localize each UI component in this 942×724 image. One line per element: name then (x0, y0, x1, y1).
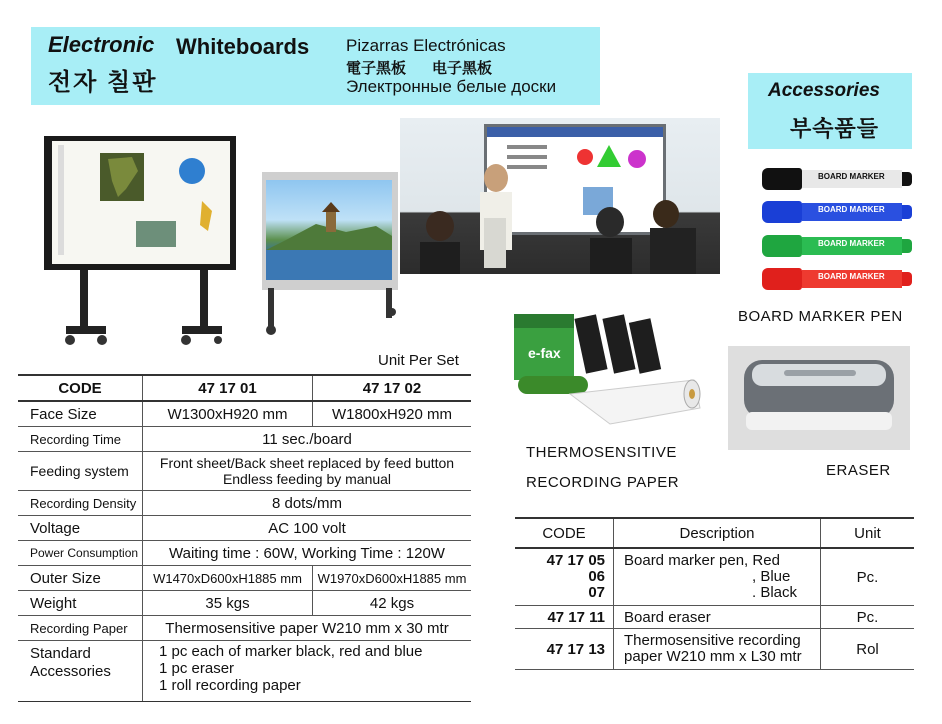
table-row (18, 566, 471, 591)
header-code: CODE (18, 375, 143, 401)
accessory-description: paper W210 mm x L30 mtr (624, 648, 802, 665)
feeding-system-line-2: Endless feeding by manual (222, 471, 392, 487)
marker-label: BOARD MARKER (818, 272, 885, 281)
marker-cap (762, 168, 802, 190)
palace-landscape-illustration (266, 180, 392, 280)
table-row (18, 401, 471, 427)
accessories-title: Accessories (768, 80, 880, 101)
outer-size-value-2: W1970xD600xH1885 mm (313, 566, 472, 591)
standard-accessories-label-2: Accessories (30, 663, 111, 680)
accessory-description: , Blue (752, 568, 791, 585)
accessory-description: . Black (752, 584, 798, 601)
standard-accessories-label-1: Standard (30, 645, 91, 662)
title-whiteboards: Whiteboards (176, 34, 310, 59)
standard-accessory-item: 1 pc eraser (159, 660, 235, 677)
table-row (18, 541, 471, 566)
recording-density-value: 8 dots/mm (143, 491, 472, 516)
accessory-code: 47 17 11 (515, 606, 614, 629)
feeding-system-value (143, 452, 472, 491)
whiteboard-screen-1 (52, 141, 230, 264)
row-label-weight: Weight (18, 591, 143, 616)
accessory-description: Board marker pen, Red (624, 552, 780, 569)
standard-accessory-item: 1 pc each of marker black, red and blue (159, 643, 423, 660)
accessory-unit: Pc. (821, 548, 915, 606)
marker-pen-black (762, 168, 912, 190)
weight-value-1: 35 kgs (143, 591, 313, 616)
header-code-2: 47 17 02 (313, 375, 472, 401)
accessory-row (515, 629, 914, 670)
row-label-recording-density: Recording Density (18, 491, 143, 516)
weight-value-2: 42 kgs (313, 591, 472, 616)
marker-cap (762, 268, 802, 290)
whiteboard-spec-table (18, 374, 471, 702)
title-chinese-simplified: 电子黑板 (432, 60, 493, 77)
caption-eraser: ERASER (826, 462, 891, 479)
marker-tip (902, 272, 912, 286)
accessory-code: 47 17 13 (515, 629, 614, 670)
table-row (18, 427, 471, 452)
eraser-photo (728, 346, 910, 450)
accessory-header-description: Description (614, 518, 821, 548)
recording-paper-value: Thermosensitive paper W210 mm x 30 mtr (143, 616, 472, 641)
caption-recording-paper: RECORDING PAPER (526, 474, 680, 491)
table-row (18, 616, 471, 641)
marker-label: BOARD MARKER (818, 172, 885, 181)
marker-cap (762, 235, 802, 257)
marker-pen-green (762, 235, 912, 257)
accessory-header-code: CODE (515, 518, 614, 548)
outer-size-value-1: W1470xD600xH1885 mm (143, 566, 313, 591)
row-label-face-size: Face Size (18, 401, 143, 427)
marker-tip (902, 172, 912, 186)
face-size-value-1: W1300xH920 mm (143, 401, 313, 427)
marker-cap (762, 201, 802, 223)
table-header-row (18, 375, 471, 401)
marker-label: BOARD MARKER (818, 239, 885, 248)
row-label-outer-size: Outer Size (18, 566, 143, 591)
whiteboard-stand-2 (262, 288, 402, 336)
face-size-value-2: W1800xH920 mm (313, 401, 472, 427)
marker-pen-red (762, 268, 912, 290)
paper-brand-label: e-fax (528, 345, 561, 361)
marker-pen-blue (762, 201, 912, 223)
whiteboard-content-illustration (52, 141, 230, 264)
table-row (18, 452, 471, 491)
table-row (18, 641, 471, 702)
accessory-description-cell (614, 629, 821, 670)
accessory-unit: Pc. (821, 606, 915, 629)
unit-per-set-label: Unit Per Set (378, 352, 459, 369)
marker-label: BOARD MARKER (818, 205, 885, 214)
accessory-code-cell (515, 548, 614, 606)
row-label-voltage: Voltage (18, 516, 143, 541)
table-row (18, 516, 471, 541)
table-row (18, 591, 471, 616)
header-code-1: 47 17 01 (143, 375, 313, 401)
table-row (18, 491, 471, 516)
power-consumption-value: Waiting time : 60W, Working Time : 120W (143, 541, 472, 566)
whiteboard-screen-2 (266, 180, 392, 280)
title-korean: 전자 칠판 (48, 69, 158, 96)
accessory-code: 07 (588, 584, 605, 601)
title-electronic: Electronic (48, 32, 155, 57)
accessories-title-korean: 부속품들 (790, 116, 880, 141)
accessory-header-row (515, 518, 914, 548)
standard-accessory-item: 1 roll recording paper (159, 677, 301, 694)
recording-time-value: 11 sec./board (143, 427, 472, 452)
accessory-description: Thermosensitive recording (624, 632, 801, 649)
classroom-people-illustration (400, 158, 720, 274)
accessory-code: 47 17 05 (546, 552, 605, 569)
feeding-system-line-1: Front sheet/Back sheet replaced by feed button (159, 455, 455, 471)
row-label-recording-time: Recording Time (18, 427, 143, 452)
eraser-illustration (728, 346, 910, 450)
accessory-code: 06 (588, 568, 605, 585)
row-label-recording-paper: Recording Paper (18, 616, 143, 641)
accessory-row (515, 606, 914, 629)
standard-accessories-value (143, 641, 472, 702)
accessory-header-unit: Unit (821, 518, 915, 548)
accessory-description-cell (614, 548, 821, 606)
row-label-feeding-system: Feeding system (18, 452, 143, 491)
accessory-unit: Rol (821, 629, 915, 670)
row-label-standard-accessories (18, 641, 143, 702)
recording-paper-photo (510, 308, 702, 428)
marker-tip (902, 205, 912, 219)
accessory-row (515, 548, 914, 606)
title-spanish: Pizarras Electrónicas (346, 36, 506, 55)
accessory-description: Board eraser (614, 606, 821, 629)
caption-board-marker-pen: BOARD MARKER PEN (738, 308, 903, 325)
voltage-value: AC 100 volt (143, 516, 472, 541)
accessory-table (515, 517, 914, 670)
marker-tip (902, 239, 912, 253)
row-label-power-consumption: Power Consumption (18, 541, 143, 566)
title-russian: Электронные белые доски (346, 77, 557, 96)
title-chinese-traditional: 電子黑板 (346, 60, 407, 77)
whiteboard-stand-1 (62, 270, 222, 350)
caption-thermosensitive: THERMOSENSITIVE (526, 444, 677, 461)
